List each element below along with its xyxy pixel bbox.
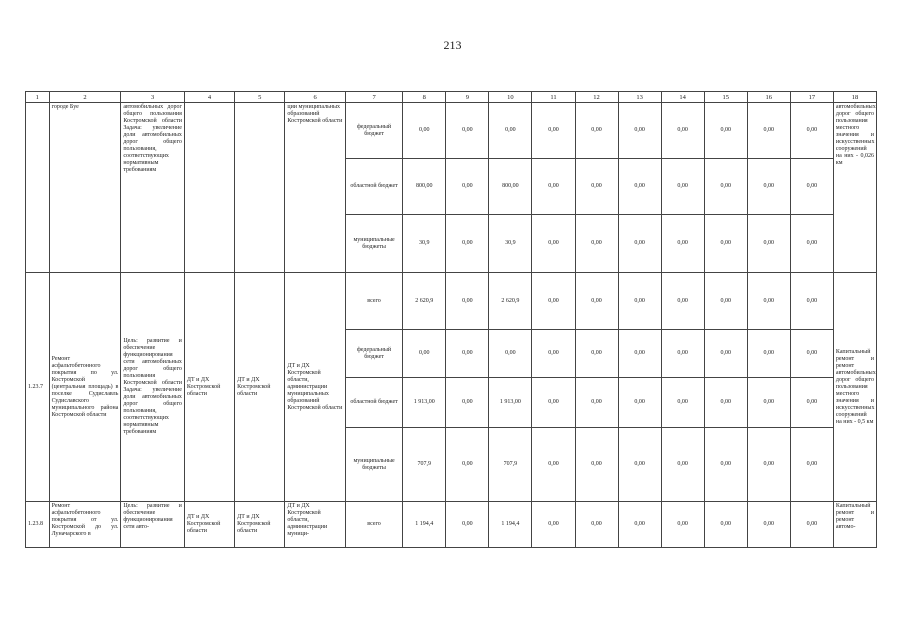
value-cell: 0,00 <box>403 330 446 378</box>
value-cell: 0,00 <box>618 215 661 273</box>
value-cell: 0,00 <box>704 273 747 330</box>
value-cell: 0,00 <box>704 103 747 159</box>
value-cell: 0,00 <box>532 330 575 378</box>
value-cell: 0,00 <box>575 428 618 502</box>
value-cell: 0,00 <box>790 330 833 378</box>
source-cell: муниципальные бюджеты <box>345 215 402 273</box>
value-cell: 0,00 <box>489 330 532 378</box>
value-cell: 0,00 <box>489 103 532 159</box>
result-cell: автомобильных дорог общего пользования местного значения и искусственных сооружений на них - 0,026 км <box>833 103 876 273</box>
value-cell: 0,00 <box>661 273 704 330</box>
table-row <box>26 502 877 548</box>
value-cell: 0,00 <box>403 103 446 159</box>
value-cell: 800,00 <box>403 159 446 215</box>
value-cell: 0,00 <box>704 330 747 378</box>
value-cell: 0,00 <box>790 103 833 159</box>
header-cell: 10 <box>489 92 532 103</box>
item-name-cell: Ремонт асфальтобетонного покрытия по ул. Костромской (центральная площадь) в поселке Судиславль Судиславского муниципального района Костромской области <box>49 273 121 502</box>
header-cell: 8 <box>403 92 446 103</box>
item-code-cell <box>26 103 50 273</box>
value-cell: 0,00 <box>575 502 618 548</box>
value-cell: 0,00 <box>790 378 833 428</box>
header-cell: 4 <box>184 92 234 103</box>
value-cell: 0,00 <box>618 103 661 159</box>
source-cell: всего <box>345 273 402 330</box>
value-cell: 0,00 <box>575 273 618 330</box>
value-cell: 2 620,9 <box>489 273 532 330</box>
item-name-cell: Ремонт асфальтобетонного покрытия от ул. Костромской до ул. Луначарского в <box>49 502 121 548</box>
value-cell: 800,00 <box>489 159 532 215</box>
value-cell: 707,9 <box>489 428 532 502</box>
customer-cell: ДТ и ДХ Костромской области <box>184 502 234 548</box>
value-cell: 0,00 <box>446 215 489 273</box>
value-cell: 0,00 <box>661 159 704 215</box>
value-cell: 0,00 <box>747 378 790 428</box>
value-cell: 0,00 <box>790 273 833 330</box>
header-cell: 6 <box>285 92 345 103</box>
value-cell: 707,9 <box>403 428 446 502</box>
value-cell: 1 913,00 <box>403 378 446 428</box>
goal-cell: Цель: развитие и обеспечение функционирования сети автомобильных дорог общего пользования Костромской области Задача: увеличение доли автомобильных дорог общего пользования, соответствующих нормативным требованиям <box>121 273 185 502</box>
value-cell: 0,00 <box>532 103 575 159</box>
table-row <box>26 103 877 159</box>
source-cell: федеральный бюджет <box>345 330 402 378</box>
source-cell: областной бюджет <box>345 378 402 428</box>
item-code-cell: 1.23.7 <box>26 273 50 502</box>
item-code-cell: 1.23.8 <box>26 502 50 548</box>
value-cell: 0,00 <box>704 502 747 548</box>
value-cell: 0,00 <box>532 159 575 215</box>
value-cell: 0,00 <box>661 378 704 428</box>
value-cell: 0,00 <box>704 378 747 428</box>
value-cell: 0,00 <box>446 378 489 428</box>
header-row <box>26 92 877 103</box>
value-cell: 0,00 <box>747 502 790 548</box>
source-cell: областной бюджет <box>345 159 402 215</box>
header-cell: 7 <box>345 92 402 103</box>
source-cell: муниципальные бюджеты <box>345 428 402 502</box>
executor-cell: ДТ и ДХ Костромской области, администрации муници- <box>285 502 345 548</box>
value-cell: 0,00 <box>532 273 575 330</box>
header-cell: 17 <box>790 92 833 103</box>
value-cell: 2 620,9 <box>403 273 446 330</box>
value-cell: 0,00 <box>747 428 790 502</box>
header-cell: 9 <box>446 92 489 103</box>
value-cell: 0,00 <box>618 502 661 548</box>
value-cell: 0,00 <box>704 215 747 273</box>
customer-cell: ДТ и ДХ Костромской области <box>184 273 234 502</box>
value-cell: 0,00 <box>575 215 618 273</box>
value-cell: 0,00 <box>661 428 704 502</box>
value-cell: 0,00 <box>790 159 833 215</box>
value-cell: 1 194,4 <box>403 502 446 548</box>
value-cell: 0,00 <box>747 330 790 378</box>
table-row <box>26 273 877 330</box>
value-cell: 0,00 <box>790 502 833 548</box>
value-cell: 0,00 <box>575 330 618 378</box>
value-cell: 0,00 <box>747 103 790 159</box>
value-cell: 30,9 <box>403 215 446 273</box>
header-cell: 18 <box>833 92 876 103</box>
header-cell: 2 <box>49 92 121 103</box>
value-cell: 0,00 <box>446 330 489 378</box>
header-cell: 3 <box>121 92 185 103</box>
value-cell: 30,9 <box>489 215 532 273</box>
value-cell: 0,00 <box>618 159 661 215</box>
value-cell: 0,00 <box>446 502 489 548</box>
header-cell: 12 <box>575 92 618 103</box>
value-cell: 0,00 <box>446 273 489 330</box>
value-cell: 0,00 <box>575 159 618 215</box>
value-cell: 0,00 <box>575 103 618 159</box>
customer-cell <box>184 103 234 273</box>
value-cell: 0,00 <box>661 103 704 159</box>
value-cell: 0,00 <box>618 273 661 330</box>
executor-cell: ции муниципальных образований Костромской области <box>285 103 345 273</box>
header-cell: 14 <box>661 92 704 103</box>
result-cell: Капитальный ремонт и ремонт автомо- <box>833 502 876 548</box>
goal-cell: автомобильных дорог общего пользования Костромской области Задача: увеличение доли автомобильных дорог общего пользования, соответствующих нормативным требованиям <box>121 103 185 273</box>
value-cell: 0,00 <box>532 502 575 548</box>
value-cell: 0,00 <box>661 502 704 548</box>
goal-cell: Цель: развитие и обеспечение функционирования сети авто- <box>121 502 185 548</box>
executor-cell: ДТ и ДХ Костромской области, администрации муниципальных образований Костромской области <box>285 273 345 502</box>
value-cell: 0,00 <box>446 428 489 502</box>
value-cell: 0,00 <box>618 330 661 378</box>
value-cell: 0,00 <box>532 378 575 428</box>
value-cell: 1 913,00 <box>489 378 532 428</box>
value-cell: 0,00 <box>790 428 833 502</box>
value-cell: 0,00 <box>575 378 618 428</box>
value-cell: 0,00 <box>661 330 704 378</box>
source-cell: всего <box>345 502 402 548</box>
value-cell: 0,00 <box>618 428 661 502</box>
contractor-cell <box>235 103 285 273</box>
source-cell: федеральный бюджет <box>345 103 402 159</box>
value-cell: 0,00 <box>446 159 489 215</box>
value-cell: 0,00 <box>704 428 747 502</box>
header-cell: 11 <box>532 92 575 103</box>
value-cell: 0,00 <box>661 215 704 273</box>
header-cell: 1 <box>26 92 50 103</box>
value-cell: 1 194,4 <box>489 502 532 548</box>
page-number: 213 <box>443 38 462 52</box>
result-cell: Капитальный ремонт и ремонт автомобильных дорог общего пользования местного значения и искусственных сооружений на них - 0,5 км <box>833 273 876 502</box>
contractor-cell: ДТ и ДХ Костромской области <box>235 273 285 502</box>
budget-table <box>25 91 877 548</box>
header-cell: 15 <box>704 92 747 103</box>
header-cell: 13 <box>618 92 661 103</box>
value-cell: 0,00 <box>747 215 790 273</box>
value-cell: 0,00 <box>790 215 833 273</box>
header-cell: 5 <box>235 92 285 103</box>
value-cell: 0,00 <box>747 159 790 215</box>
value-cell: 0,00 <box>532 215 575 273</box>
header-cell: 16 <box>747 92 790 103</box>
contractor-cell: ДТ и ДХ Костромской области <box>235 502 285 548</box>
value-cell: 0,00 <box>532 428 575 502</box>
value-cell: 0,00 <box>747 273 790 330</box>
value-cell: 0,00 <box>618 378 661 428</box>
value-cell: 0,00 <box>704 159 747 215</box>
value-cell: 0,00 <box>446 103 489 159</box>
item-name-cell: городе Буе <box>49 103 121 273</box>
